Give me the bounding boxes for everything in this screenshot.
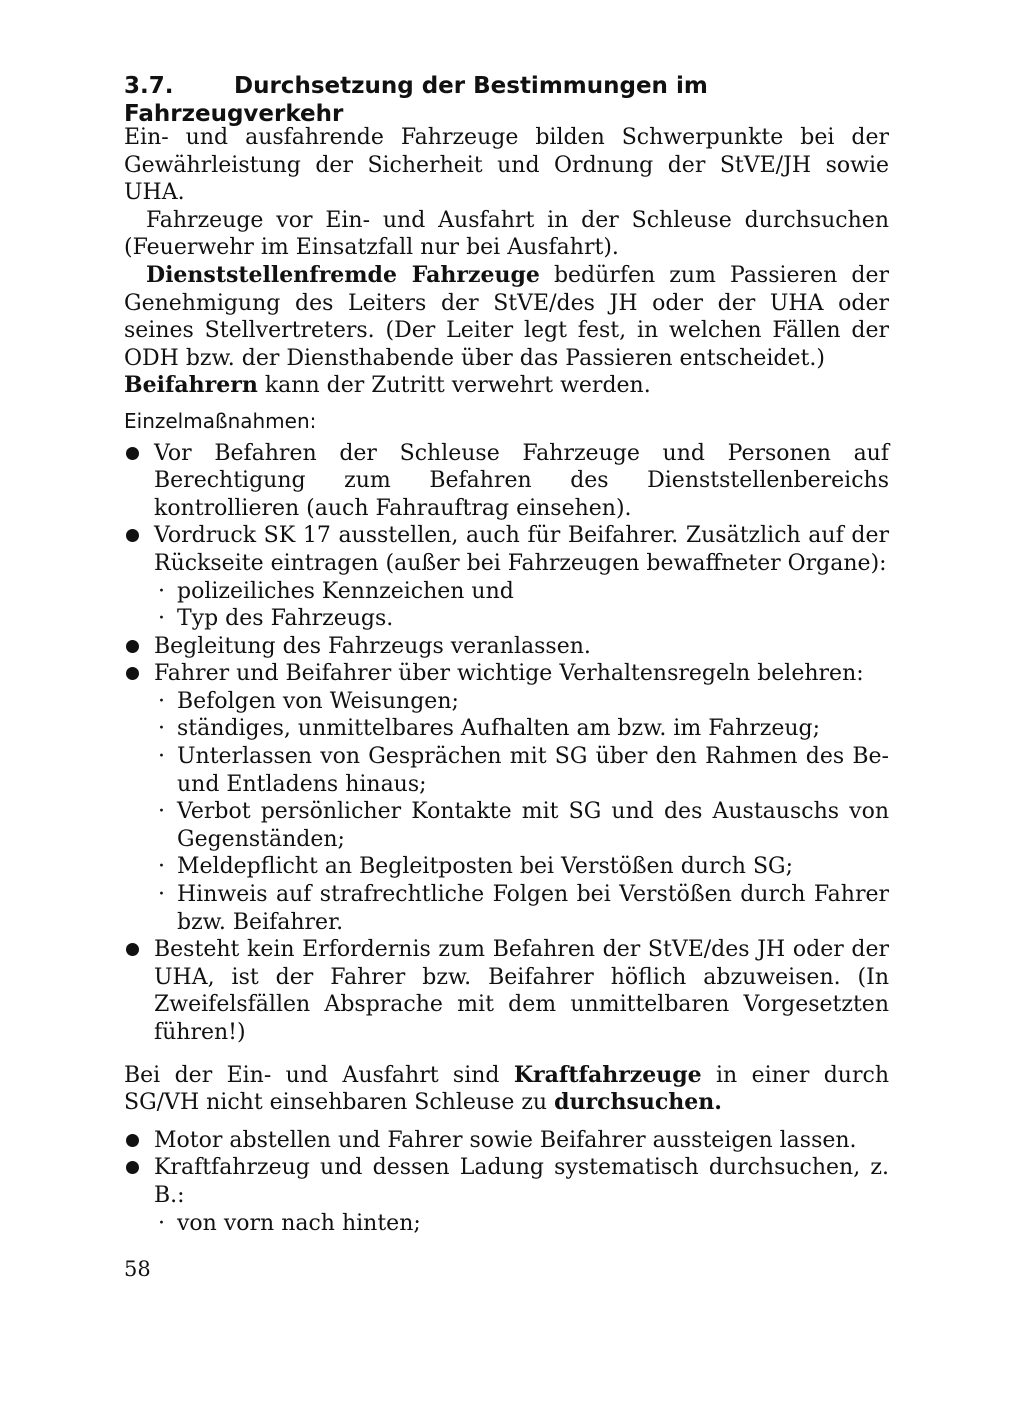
bold-foreign-vehicles: Dienststellenfremde Fahrzeuge <box>146 261 540 288</box>
paragraph-motor-vehicles <box>124 1062 889 1117</box>
sub-list-item: · Hinweis auf strafrechtliche Folgen bei Verstößen durch Fahrer bzw. Beifahrer. <box>154 881 889 936</box>
sub-list <box>154 578 889 633</box>
motor-vehicles-pre: Bei der Ein- und Ausfahrt sind <box>124 1062 514 1088</box>
sub-list-item: · polizeiliches Kennzeichen und <box>154 578 889 606</box>
list-item <box>124 1154 889 1237</box>
bold-search: durchsuchen. <box>554 1089 722 1116</box>
paragraph-passengers <box>124 372 889 400</box>
bullet-text: Besteht kein Erfordernis zum Befahren der StVE/des JH oder der UHA, ist der Fahrer bzw. Beifahrer höflich abzuweisen. (In Zweifelsfällen Absprache mit dem unmittelbaren Vorgesetzten führen!) <box>154 937 889 1045</box>
search-steps-list <box>124 1127 889 1237</box>
passengers-text: kann der Zutritt verwehrt werden. <box>257 373 651 399</box>
bullet-text: Begleitung des Fahrzeugs veranlassen. <box>154 633 591 659</box>
section-title: Durchsetzung der Bestimmungen im Fahrzeugverkehr <box>124 73 708 127</box>
section-heading <box>124 72 904 128</box>
bullet-text: Motor abstellen und Fahrer sowie Beifahrer aussteigen lassen. <box>154 1127 857 1153</box>
body-text <box>124 124 889 1237</box>
section-number: 3.7. <box>124 73 174 99</box>
list-item <box>124 522 889 632</box>
list-item <box>124 660 889 936</box>
measures-label: Einzelmaßnahmen: <box>124 408 317 433</box>
sub-list-item: · Verbot persönlicher Kontakte mit SG und des Austauschs von Gegenständen; <box>154 798 889 853</box>
sub-list <box>154 1210 889 1238</box>
paragraph-intro: Ein- und ausfahrende Fahrzeuge bilden Schwerpunkte bei der Gewährleistung der Sicherheit und Ordnung der StVE/JH sowie UHA. <box>124 125 889 206</box>
list-item <box>124 440 889 523</box>
sub-list-item: · ständiges, unmittelbares Aufhalten am bzw. im Fahrzeug; <box>154 715 889 743</box>
sub-list-item: · Typ des Fahrzeugs. <box>154 605 889 633</box>
bold-passengers: Beifahrern <box>124 372 258 399</box>
foreign-vehicles-text: bedürfen zum Passieren der Genehmigung des Leiters der StVE/des JH oder der UHA oder seines Stellvertreters. (Der Leiter legt fest, in welchen Fällen der ODH bzw. der Diensthabende über das Passieren entscheidet.) <box>124 262 890 371</box>
sub-list-item: · Befolgen von Weisungen; <box>154 688 889 716</box>
list-item <box>124 633 889 661</box>
bullet-text: Kraftfahrzeug und dessen Ladung systematisch durchsuchen, z. B.: <box>154 1155 889 1208</box>
bullet-text: Vor Befahren der Schleuse Fahrzeuge und Personen auf Berechtigung zum Befahren des Dienststellenbereichs kontrollieren (auch Fahrauftrag einsehen). <box>154 440 889 521</box>
bullet-text: Vordruck SK 17 ausstellen, auch für Beifahrer. Zusätzlich auf der Rückseite eintragen (außer bei Fahrzeugen bewaffneter Organe): <box>154 523 889 576</box>
motor-vehicles-mid: in einer durch SG/VH nicht einsehbaren Schleuse zu <box>124 1062 889 1116</box>
paragraph-foreign-vehicles <box>124 262 889 372</box>
sub-list <box>154 688 889 936</box>
paragraph-search: Fahrzeuge vor Ein- und Ausfahrt in der Schleuse durchsuchen (Feuerwehr im Einsatzfall nur bei Ausfahrt). <box>124 207 889 261</box>
bold-motor-vehicles: Kraftfahrzeuge <box>513 1061 702 1088</box>
bullet-text: Fahrer und Beifahrer über wichtige Verhaltensregeln belehren: <box>154 661 864 687</box>
measures-list <box>124 440 889 1047</box>
sub-list-item: · Unterlassen von Gesprächen mit SG über den Rahmen des Be- und Entladens hinaus; <box>154 743 889 798</box>
sub-list-item: · Meldepflicht an Begleitposten bei Verstößen durch SG; <box>154 853 889 881</box>
list-item <box>124 936 889 1046</box>
page-number: 58 <box>124 1257 151 1281</box>
list-item <box>124 1127 889 1155</box>
sub-list-item: · von vorn nach hinten; <box>154 1210 889 1238</box>
